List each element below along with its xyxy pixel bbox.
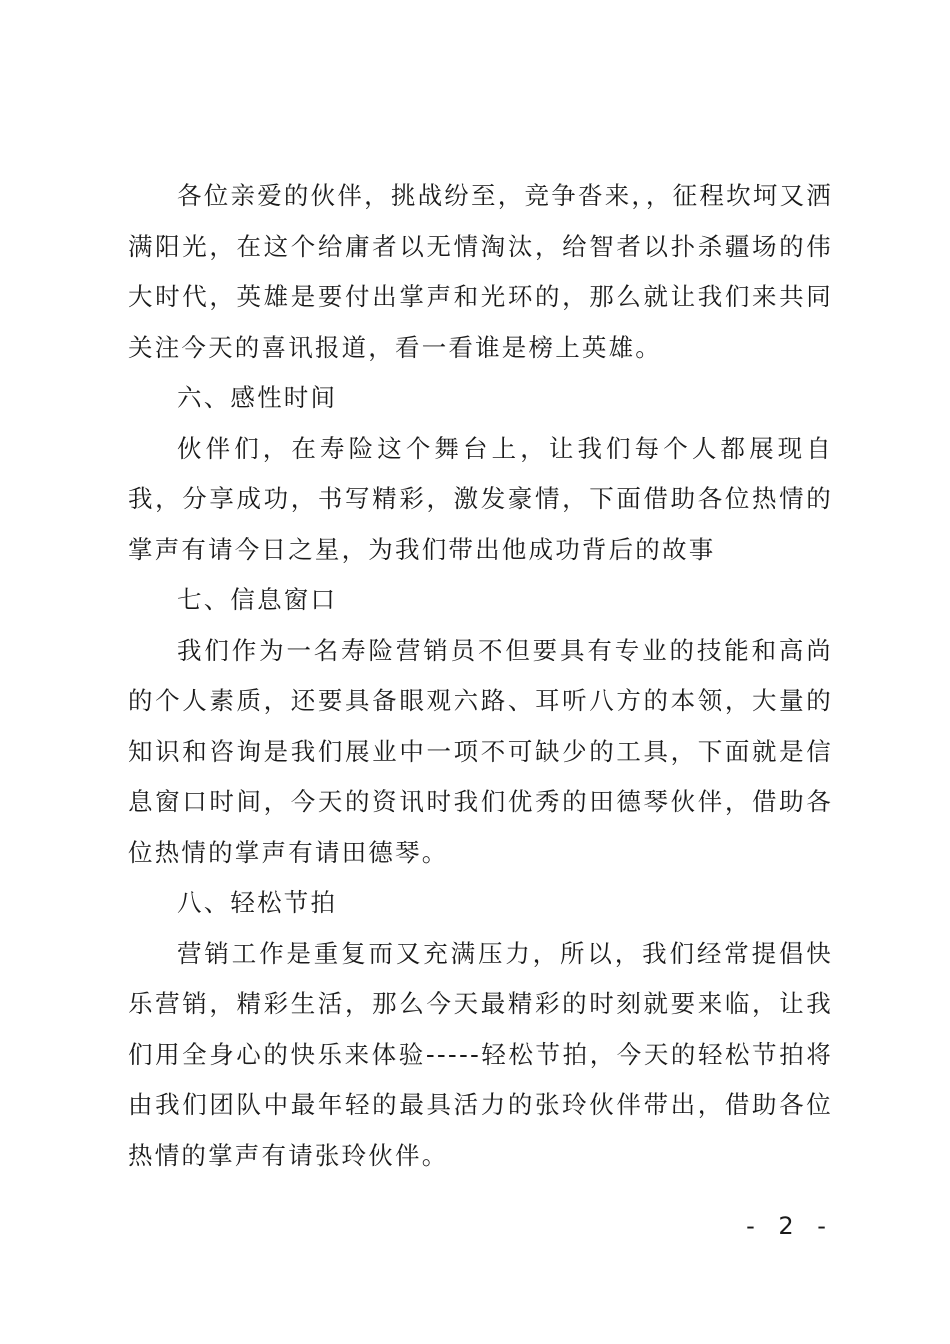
page-number: - 2 - [746,1212,834,1240]
paragraph-heroes: 各位亲爱的伙伴，挑战纷至，竞争沓来，，征程坎坷又洒满阳光，在这个给庸者以无情淘汰，给智者以扑杀疆场的伟大时代，英雄是要付出掌声和光环的，那么就让我们来共同关注今天的喜讯报道，看一看谁是榜上英雄。 [128,181,833,362]
paragraph-easy-beat: 营销工作是重复而又充满压力，所以，我们经常提倡快乐营销，精彩生活，那么今天最精彩的时刻就要来临，让我们用全身心的快乐来体验-----轻松节拍，今天的轻松节拍将由我们团队中最年轻的最具活力的张玲伙伴带出，借助各位热情的掌声有请张玲伙伴。 [128,938,833,1170]
section-heading-emotional-time: 六、感性时间 [177,383,338,412]
document-body [128,171,833,1181]
section-heading-info-window: 七、信息窗口 [177,585,338,614]
section-heading-easy-beat: 八、轻松节拍 [177,888,338,917]
paragraph-emotional-time: 伙伴们，在寿险这个舞台上，让我们每个人都展现自我，分享成功，书写精彩，激发豪情，下面借助各位热情的掌声有请今日之星，为我们带出他成功背后的故事 [128,433,833,564]
paragraph-info-window: 我们作为一名寿险营销员不但要具有专业的技能和高尚的个人素质，还要具备眼观六路、耳听八方的本领，大量的知识和咨询是我们展业中一项不可缺少的工具，下面就是信息窗口时间，今天的资讯时我们优秀的田德琴伙伴，借助各位热情的掌声有请田德琴。 [128,635,833,867]
